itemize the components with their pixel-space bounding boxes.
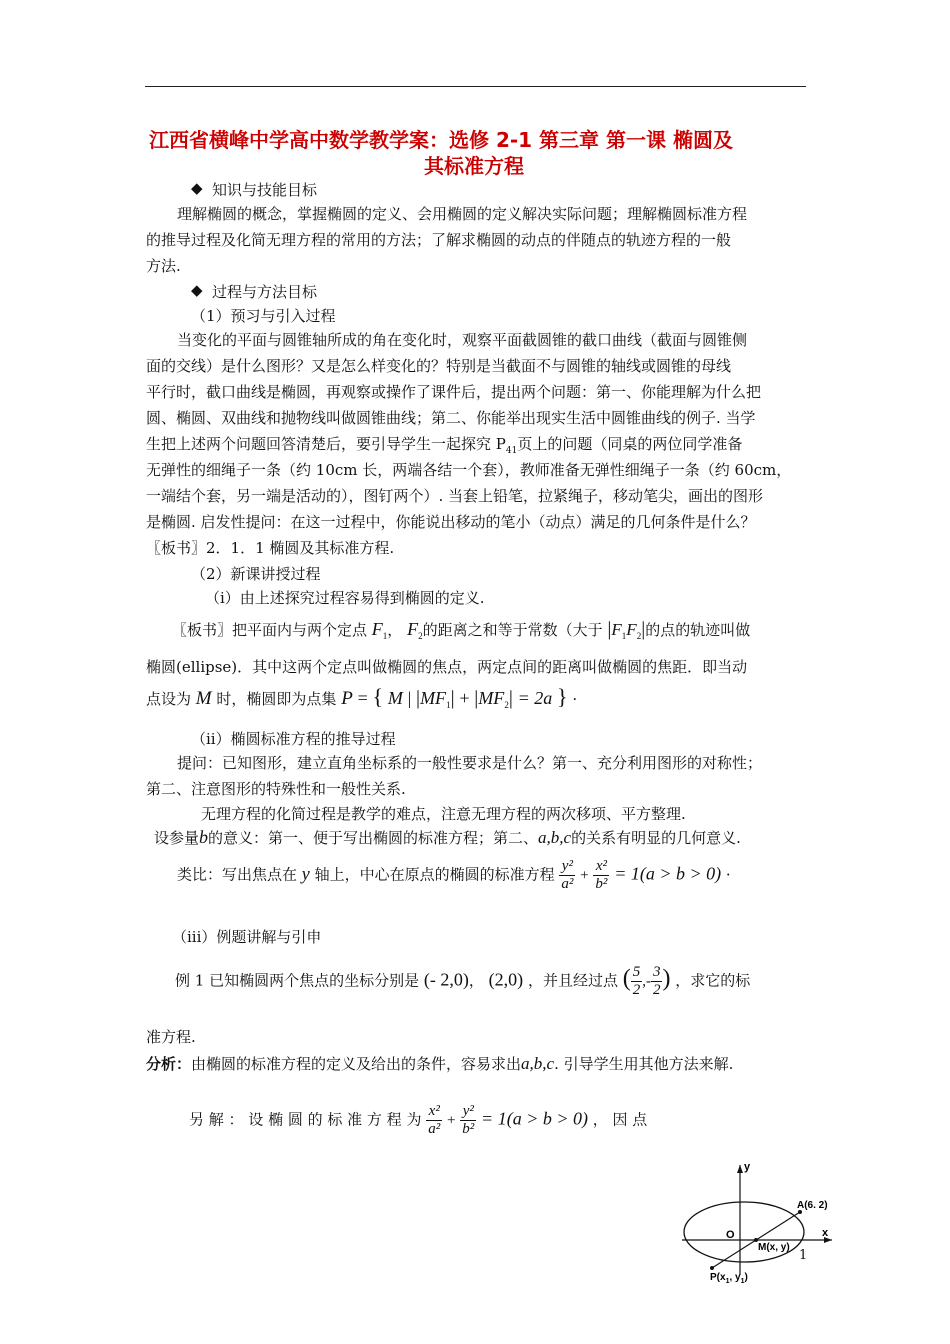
definition-line: 椭圆(ellipse)．其中这两个定点叫做椭圆的焦点，两定点间的距离叫做椭圆的焦距．即当动 (146, 658, 748, 676)
paragraph-line: 一端结个套，另一端是活动的），图钉两个）. 当套上铅笔，拉紧绳子，移动笔尖，画出的图形 (146, 487, 764, 505)
fraction: $\frac{\text{y²}}{\text{a²}}$ (561, 858, 574, 892)
paragraph-line: 第二、注意图形的特殊性和一般性关系. (146, 780, 406, 798)
origin-label: O (726, 1229, 735, 1241)
point-p-label: $P(x_1$, $y_1$) (710, 1272, 748, 1285)
paragraph-line: 方法. (146, 257, 181, 275)
definition-line: 〖板书〗把平面内与两个定点 $F_1$， $F_2$的距离之和等于常数（大于 $|F_1F_2|$的点的轨迹叫做 (172, 618, 751, 641)
page-number: 1 (799, 1248, 808, 1263)
subheading-definition: （i）由上述探究过程容易得到椭圆的定义. (205, 589, 485, 607)
paragraph-line: 〖板书〗2．1．1 椭圆及其标准方程. (146, 539, 395, 557)
ellipse-figure (672, 1160, 842, 1290)
fraction: $\frac{\text{x²}}{\text{b²}}$ (595, 858, 608, 892)
bullet-icon: ◆ (191, 281, 203, 299)
section-heading-process: 过程与方法目标 (212, 283, 318, 301)
subheading-preview: （1）预习与引入过程 (191, 307, 336, 325)
bullet-icon: ◆ (191, 179, 203, 197)
definition-line: 点设为 M 时，椭圆即为点集 P = { M | $|MF_1| + |MF_2| = 2a$ } · (146, 684, 578, 710)
fraction: $\frac{\text{x²}}{\text{a²}}$ (428, 1103, 441, 1137)
subheading-new-lesson: （2）新课讲授过程 (191, 565, 321, 583)
paragraph-line: 圆、椭圆、双曲线和抛物线叫做圆锥曲线；第二、你能举出现实生活中圆锥曲线的例子. 当学 (146, 409, 756, 427)
paragraph-line: 提问：已知图形，建立直角坐标系的一般性要求是什么？第一、充分利用图形的对称性； (177, 754, 763, 772)
analogy-line: 类比：写出焦点在 y 轴上，中心在原点的椭圆的标准方程 $\frac{\text{y²}}{\text{a²}}$ + $\frac{\text{x²}}{\text{b²}}$ = 1(a > b > 0) · (177, 858, 731, 892)
paragraph-line: 的推导过程及化简无理方程的常用的方法；了解求椭圆的动点的伴随点的轨迹方程的一般 (146, 231, 732, 249)
x-axis-label: x (822, 1227, 829, 1239)
paragraph-line: 平行时，截口曲线是椭圆，再观察或操作了课件后，提出两个问题：第一、你能理解为什么把 (146, 383, 762, 401)
paragraph-line: 当变化的平面与圆锥轴所成的角在变化时，观察平面截圆锥的截口曲线（截面与圆锥侧 (177, 331, 748, 349)
document-title-line1: 江西省横峰中学高中数学教学案：选修 2-1 第三章 第一课 椭圆及 (149, 128, 733, 152)
example-line: 准方程. (146, 1028, 196, 1046)
paragraph-line: 生把上述两个问题回答清楚后，要引导学生一起探究 $P_{41}$页上的问题（同桌的两位同学准备 (146, 435, 743, 456)
fraction: $\frac{3}{2}$ (652, 964, 661, 998)
paragraph-line: 面的交线）是什么图形？又是怎么样变化的？特别是当截面不与圆锥的轴线或圆锥的母线 (146, 357, 732, 375)
subheading-derivation: （ii）椭圆标准方程的推导过程 (191, 730, 396, 748)
header-rule (145, 86, 806, 87)
paragraph-line: 无弹性的细绳子一条（约 10cm 长，两端各结一个套），教师准备无弹性细绳子一条（约 60cm， (146, 461, 792, 479)
analysis-line: 分析：由椭圆的标准方程的定义及给出的条件，容易求出a,b,c. 引导学生用其他方法来解. (146, 1054, 734, 1073)
ellipse-curve (684, 1202, 804, 1262)
y-axis-label: y (744, 1161, 751, 1173)
paragraph-line: 设参量b的意义：第一、便于写出椭圆的标准方程；第二、a,b,c的关系有明显的几何意义. (154, 827, 741, 847)
paragraph-line: 理解椭圆的概念，掌握椭圆的定义、会用椭圆的定义解决实际问题；理解椭圆标准方程 (177, 205, 748, 223)
example-line: 例 1 已知椭圆两个焦点的坐标分别是 (- 2,0)， (2,0) ，并且经过点 ( $\frac{5}{2}$ ,- $\frac{3}{2}$ ) ，求它的标 (175, 964, 751, 998)
document-title-line2: 其标准方程 (424, 154, 524, 178)
paragraph-line: 无理方程的化简过程是教学的难点，注意无理方程的两次移项、平方整理. (201, 805, 686, 823)
page-ref-subscript: 41 (505, 446, 518, 456)
subheading-examples: （iii）例题讲解与引申 (172, 928, 322, 946)
point-p (710, 1266, 714, 1270)
alt-solution-line: 另 解 ： 设 椭 圆 的 标 准 方 程 为 $\frac{\text{x²}}{\text{a²}}$ + $\frac{\text{y²}}{\text{b²}}$ = 1(a > b > 0) ， 因 点 (189, 1103, 648, 1137)
point-m-label: M(x, y) (758, 1242, 790, 1253)
fraction: $\frac{\text{y²}}{\text{b²}}$ (462, 1103, 475, 1137)
section-heading-knowledge: 知识与技能目标 (212, 181, 318, 199)
y-axis-arrow (737, 1165, 743, 1173)
fraction: $\frac{5}{2}$ (632, 964, 641, 998)
point-a-label: A(6. 2) (797, 1200, 828, 1211)
paragraph-line: 是椭圆. 启发性提问：在这一过程中，你能说出移动的笔小（动点）满足的几何条件是什么？ (146, 513, 756, 531)
